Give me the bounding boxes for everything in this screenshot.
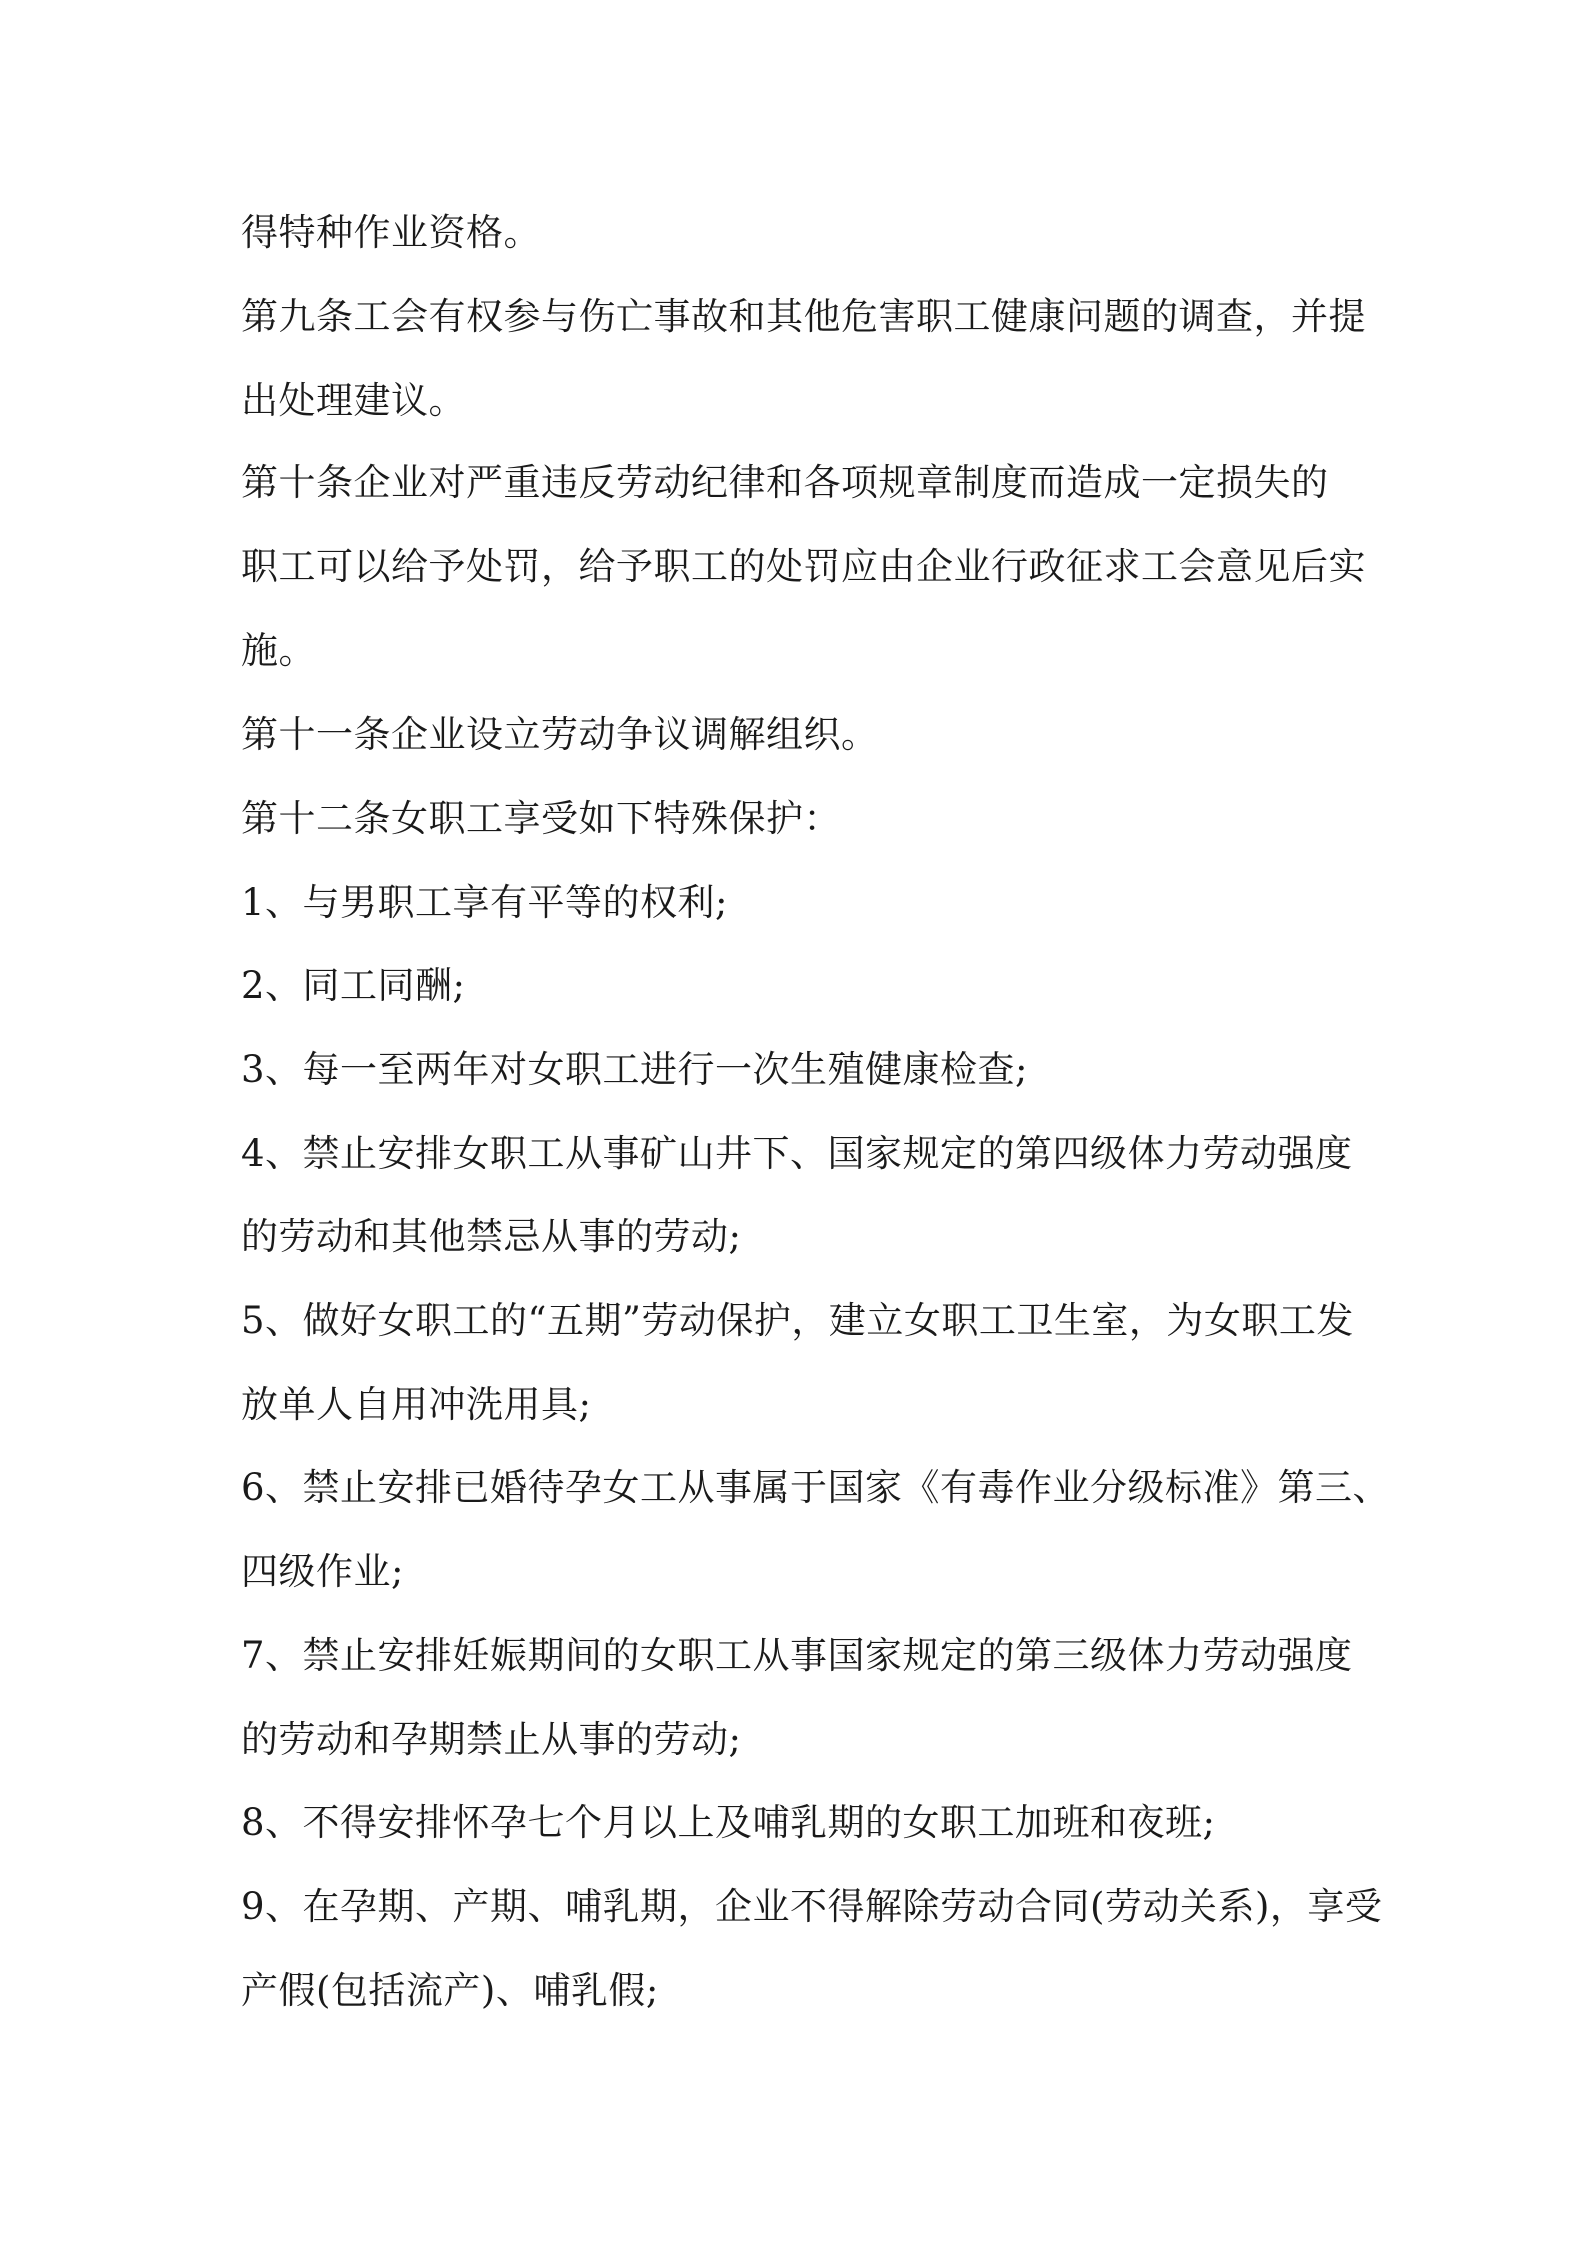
text-line: 7、禁止安排妊娠期间的女职工从事国家规定的第三级体力劳动强度: [241, 1634, 1353, 1677]
text-line: 3、每一至两年对女职工进行一次生殖健康检查;: [241, 1048, 1029, 1091]
text-line: 4、禁止安排女职工从事矿山井下、国家规定的第四级体力劳动强度: [241, 1132, 1353, 1175]
text-line: 四级作业;: [241, 1550, 404, 1593]
text-line: 1、与男职工享有平等的权利;: [241, 881, 729, 924]
text-line: 6、禁止安排已婚待孕女工从事属于国家《有毒作业分级标准》第三、: [241, 1466, 1391, 1509]
text-line: 第十一条企业设立劳动争议调解组织。: [241, 713, 879, 756]
text-line: 施。: [241, 629, 316, 672]
text-line: 出处理建议。: [241, 379, 466, 422]
text-line: 放单人自用冲洗用具;: [241, 1383, 592, 1426]
text-line: 产假(包括流产)、哺乳假;: [241, 1969, 659, 2012]
text-line: 第十条企业对严重违反劳动纪律和各项规章制度而造成一定损失的: [241, 461, 1329, 504]
text-line: 职工可以给予处罚，给予职工的处罚应由企业行政征求工会意见后实: [241, 545, 1366, 588]
text-line: 9、在孕期、产期、哺乳期，企业不得解除劳动合同(劳动关系)，享受: [241, 1885, 1383, 1928]
text-line: 5、做好女职工的“五期”劳动保护，建立女职工卫生室，为女职工发: [241, 1299, 1354, 1342]
text-line: 2、同工同酬;: [241, 964, 466, 1007]
text-line: 的劳动和其他禁忌从事的劳动;: [241, 1215, 742, 1258]
text-line: 得特种作业资格。: [241, 211, 541, 254]
text-line: 8、不得安排怀孕七个月以上及哺乳期的女职工加班和夜班;: [241, 1801, 1216, 1844]
text-line: 第九条工会有权参与伤亡事故和其他危害职工健康问题的调查，并提: [241, 295, 1366, 338]
text-line: 第十二条女职工享受如下特殊保护：: [241, 797, 841, 840]
text-line: 的劳动和孕期禁止从事的劳动;: [241, 1718, 742, 1761]
